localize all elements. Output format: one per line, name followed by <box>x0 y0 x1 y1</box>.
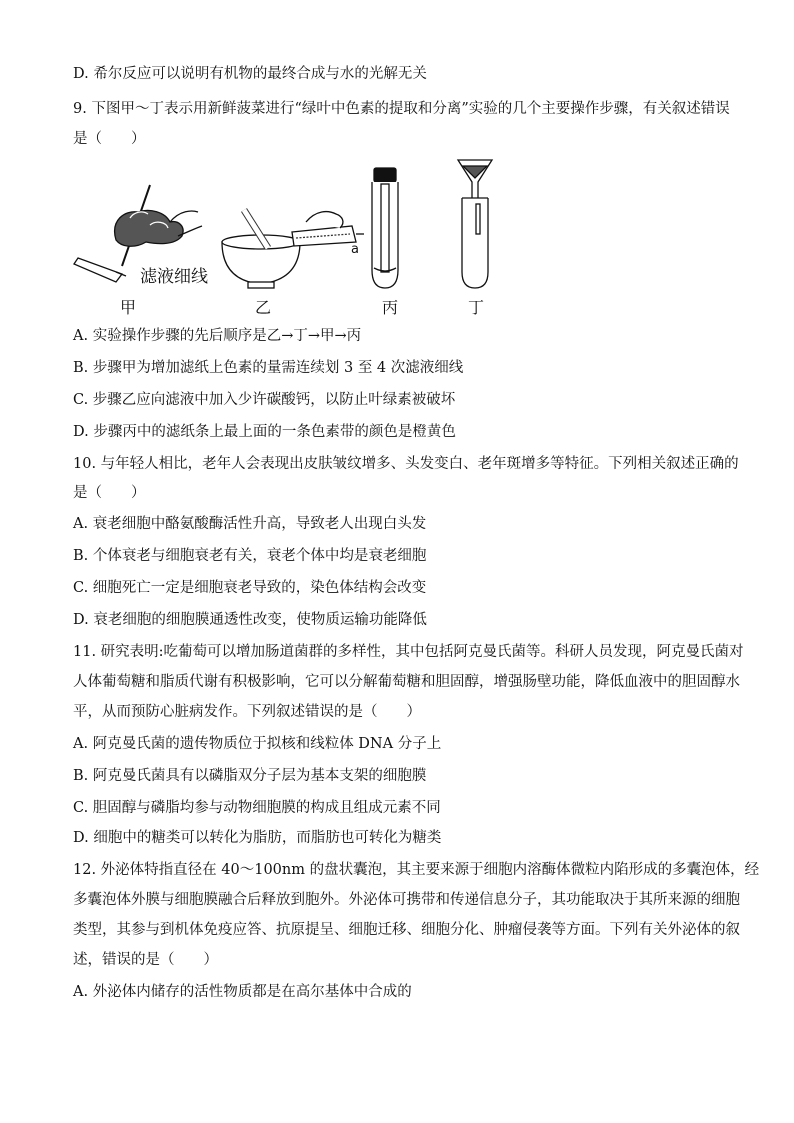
question-11-option-a: A. 阿克曼氏菌的遗传物质位于拟核和线粒体 DNA 分子上 <box>73 736 442 752</box>
question-11-stem: 11. 研究表明:吃葡萄可以增加肠道菌群的多样性，其中包括阿克曼氏菌等。科研人员发现，阿克曼氏菌对 <box>73 644 744 660</box>
step-yi-drawing <box>222 210 364 288</box>
question-8-option-d: D. 希尔反应可以说明有机物的最终合成与水的光解无关 <box>73 66 427 82</box>
question-11-option-c: C. 胆固醇与磷脂均参与动物细胞膜的构成且组成元素不同 <box>73 800 441 816</box>
question-9-option-b: B. 步骤甲为增加滤纸上色素的量需连续划 3 至 4 次滤液细线 <box>73 360 464 376</box>
step-label-yi: 乙 <box>255 298 272 317</box>
question-12-stem-cont: 多囊泡体外膜与细胞膜融合后释放到胞外。外泌体可携带和传递信息分子，其功能取决于其所来源的细胞 <box>73 892 740 908</box>
question-9-option-a: A. 实验操作步骤的先后顺序是乙→丁→甲→丙 <box>73 328 362 344</box>
question-12-stem-cont-3: 述，错误的是（ ） <box>73 952 218 968</box>
step-label-ding: 丁 <box>468 298 485 317</box>
question-10-stem-cont: 是（ ） <box>73 485 146 501</box>
question-10-option-b: B. 个体衰老与细胞衰老有关，衰老个体中均是衰老细胞 <box>73 548 427 564</box>
filter-line-label: 滤液细线 <box>140 267 208 287</box>
question-11-option-b: B. 阿克曼氏菌具有以磷脂双分子层为基本支架的细胞膜 <box>73 768 427 784</box>
step-bing-drawing <box>372 168 398 288</box>
question-11-stem-cont-2: 平，从而预防心脏病发作。下列叙述错误的是（ ） <box>73 704 421 720</box>
question-10-option-a: A. 衰老细胞中酪氨酸酶活性升高，导致老人出现白头发 <box>73 516 427 532</box>
step-label-bing: 丙 <box>382 298 399 317</box>
question-10-option-d: D. 衰老细胞的细胞膜通透性改变，使物质运输功能降低 <box>73 612 427 628</box>
question-10-stem: 10. 与年轻人相比，老年人会表现出皮肤皱纹增多、头发变白、老年斑增多等特征。下列相关叙述正确的 <box>73 456 739 472</box>
question-9-option-c: C. 步骤乙应向滤液中加入少许碳酸钙，以防止叶绿素被破坏 <box>73 392 456 408</box>
question-10-option-c: C. 细胞死亡一定是细胞衰老导致的，染色体结构会改变 <box>73 580 427 596</box>
step-ding-drawing <box>458 160 492 288</box>
question-11-option-d: D. 细胞中的糖类可以转化为脂肪，而脂肪也可转化为糖类 <box>73 830 442 846</box>
question-12-stem: 12. 外泌体特指直径在 40～100nm 的盘状囊泡，其主要来源于细胞内溶酶体微粒内陷形成的多囊泡体，经 <box>73 862 760 878</box>
question-11-stem-cont: 人体葡萄糖和脂质代谢有积极影响，它可以分解葡萄糖和胆固醇，增强肠壁功能，降低血液中的胆固醇水 <box>73 674 740 690</box>
a-label: a <box>351 242 359 257</box>
question-12-stem-cont-2: 类型，其参与到机体免疫应答、抗原提呈、细胞迁移、细胞分化、肿瘤侵袭等方面。下列有关外泌体的叙 <box>73 922 740 938</box>
question-12-option-a: A. 外泌体内储存的活性物质都是在高尔基体中合成的 <box>73 984 412 1000</box>
chlorophyll-experiment-figure <box>70 150 530 320</box>
question-9-option-d: D. 步骤丙中的滤纸条上最上面的一条色素带的颜色是橙黄色 <box>73 424 456 440</box>
experiment-drawing <box>70 150 530 320</box>
question-9-stem: 9. 下图甲～丁表示用新鲜菠菜进行“绿叶中色素的提取和分离”实验的几个主要操作步骤，有关叙述错误 <box>73 101 730 117</box>
step-label-jia: 甲 <box>120 298 137 317</box>
question-9-stem-cont: 是（ ） <box>73 131 146 147</box>
